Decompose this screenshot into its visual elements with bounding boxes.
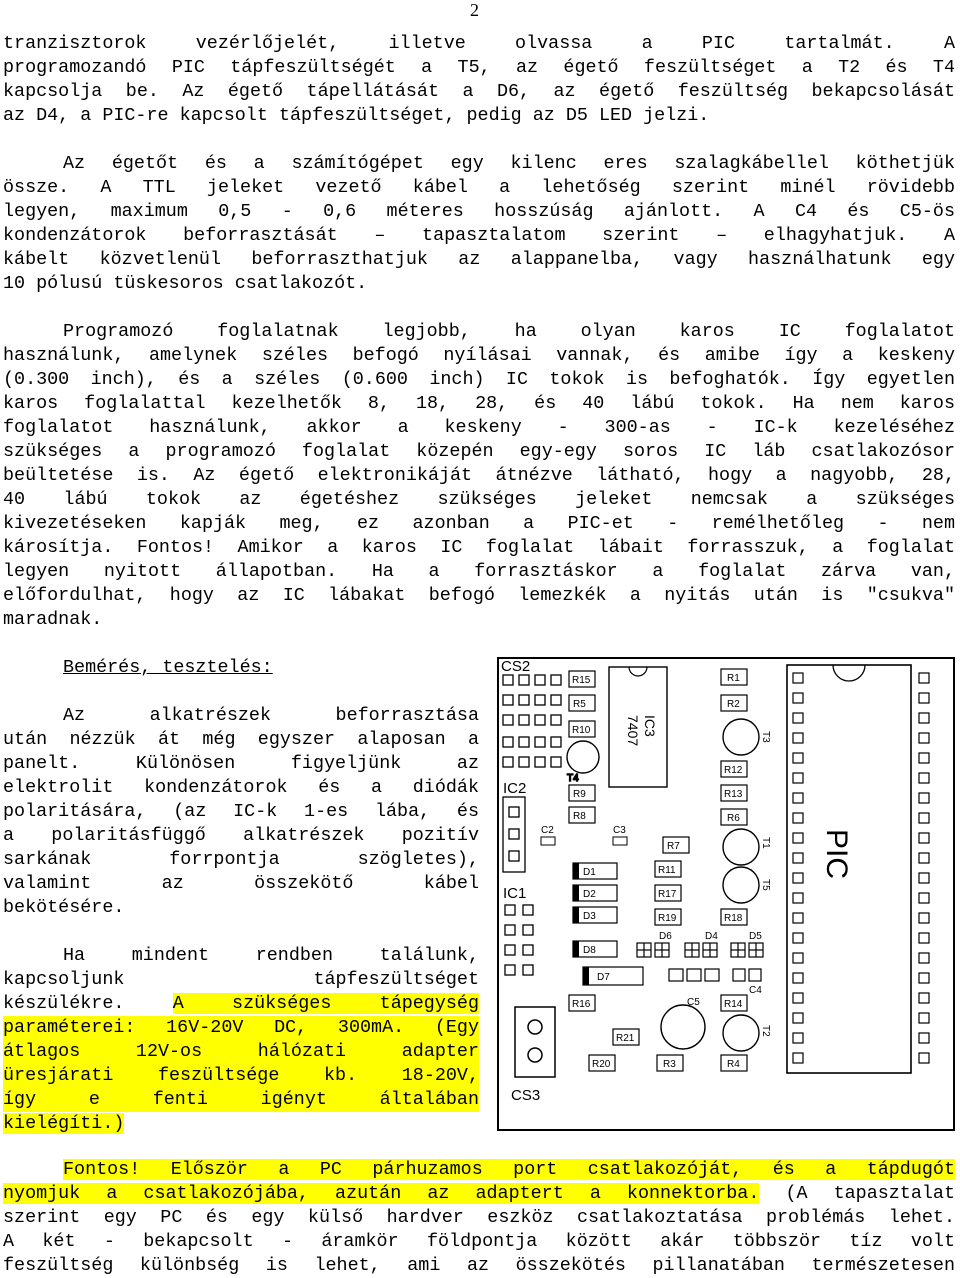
resistor bbox=[721, 809, 747, 825]
svg-text:C3: C3 bbox=[613, 825, 626, 836]
svg-text:T4: T4 bbox=[567, 773, 579, 784]
resistor bbox=[721, 1055, 747, 1071]
text-line: össze. A TTL jeleket vezető kábel a lehetőség szerint minél rövidebb bbox=[3, 177, 955, 198]
svg-text:R2: R2 bbox=[727, 699, 740, 710]
text-line: után nézzük át még egyszer alaposan a bbox=[3, 729, 479, 750]
svg-text:C4: C4 bbox=[749, 985, 762, 996]
svg-text:T1: T1 bbox=[760, 837, 771, 849]
resistor bbox=[569, 721, 595, 737]
text-line: beültetése is. Az égető elektronikáját átnézve látható, hogy a nagyobb, 28, bbox=[3, 465, 955, 486]
svg-text:R8: R8 bbox=[573, 811, 586, 822]
text-line: 40 lábú tokok az égetéshez szükséges jeleket nemcsak a szükséges bbox=[3, 489, 955, 510]
text-line: elektrolit kondenzátorok és a diódák bbox=[3, 777, 479, 798]
pic-label: PIC bbox=[820, 829, 853, 880]
svg-text:C5: C5 bbox=[687, 997, 700, 1008]
text-line: előfordulhat, hogy az IC lábakat befogó lemezkék a nyitás után is "csukva" bbox=[3, 585, 955, 606]
svg-text:R1: R1 bbox=[727, 673, 740, 684]
svg-text:D6: D6 bbox=[659, 931, 672, 942]
text-line: kapcsolja be. Az égető tápellátását a D6, az égető feszültség bekapcsolását bbox=[3, 81, 955, 102]
svg-text:D2: D2 bbox=[583, 889, 596, 900]
ic3-7407 bbox=[609, 667, 667, 787]
section-heading: Bemérés, tesztelés: bbox=[63, 657, 273, 678]
diode bbox=[573, 885, 617, 901]
text-line: használunk, amelynek széles befogó nyílásai vannak, és amibe így a keskeny bbox=[3, 345, 955, 366]
resistor bbox=[721, 761, 747, 777]
highlighted-line: paraméterei: 16V-20V DC, 300mA. (Egy bbox=[3, 1017, 479, 1038]
svg-text:R4: R4 bbox=[727, 1059, 740, 1070]
svg-text:R16: R16 bbox=[572, 999, 591, 1010]
svg-text:T5: T5 bbox=[760, 879, 771, 891]
resistor bbox=[721, 695, 747, 711]
svg-text:R12: R12 bbox=[724, 765, 743, 776]
paragraph-4 bbox=[3, 1158, 955, 1278]
svg-text:D4: D4 bbox=[705, 931, 718, 942]
svg-text:R5: R5 bbox=[573, 699, 586, 710]
svg-text:D8: D8 bbox=[583, 945, 596, 956]
connector-label: IC2 bbox=[503, 780, 527, 797]
text-line: 10 pólusú tüskesoros csatlakozót. bbox=[3, 273, 368, 294]
connector-label: CS2 bbox=[501, 658, 531, 675]
svg-text:7407: 7407 bbox=[625, 715, 641, 747]
connector-label: CS3 bbox=[511, 1087, 541, 1104]
text-line: kapcsoljunk tápfeszültséget bbox=[3, 969, 479, 990]
svg-text:R11: R11 bbox=[658, 865, 676, 876]
resistor bbox=[589, 1055, 615, 1071]
highlighted-text: A szükséges tápegység bbox=[172, 993, 479, 1014]
text-line: legyen, maximum 0,5 - 0,6 méteres hosszúság ajánlott. A C4 és C5-ös bbox=[3, 201, 955, 222]
text-line: kábelt közvetlenül beforraszthatjuk az alappanelba, vagy használhatunk egy bbox=[3, 249, 955, 270]
text-line: legyen nyitott állapotban. Ha a forrasztáskor a foglalat zárva van, bbox=[3, 561, 955, 582]
text-line: a polaritásfüggő alkatrészek pozitív bbox=[3, 825, 479, 846]
page-number: 2 bbox=[470, 0, 479, 20]
text-line bbox=[3, 992, 479, 1016]
diode bbox=[583, 967, 643, 985]
resistor bbox=[613, 1029, 639, 1045]
resistor bbox=[663, 837, 689, 853]
resistor bbox=[569, 785, 595, 801]
text-line: kivezetéseken kapják meg, ez azonban a PIC-et - remélhetőleg - nem bbox=[3, 513, 955, 534]
text-line: panelt. Különösen figyeljünk az bbox=[3, 753, 479, 774]
text-span: készülékre. bbox=[3, 993, 125, 1014]
svg-text:R21: R21 bbox=[616, 1033, 635, 1044]
text-line: maradnak. bbox=[3, 609, 103, 630]
svg-text:D3: D3 bbox=[583, 911, 596, 922]
svg-text:R14: R14 bbox=[724, 999, 743, 1010]
paragraph-2 bbox=[3, 152, 955, 296]
text-line: sarkának forrpontja szögletes), bbox=[3, 849, 479, 870]
svg-text:IC3: IC3 bbox=[642, 715, 658, 737]
resistor bbox=[569, 695, 595, 711]
svg-text:D5: D5 bbox=[749, 931, 762, 942]
diode bbox=[573, 907, 617, 923]
resistor bbox=[569, 995, 595, 1011]
highlighted-text: kielégíti.) bbox=[3, 1113, 125, 1134]
text-line: programozandó PIC tápfeszültségét a T5, az égető feszültséget a T2 és T4 bbox=[3, 57, 955, 78]
column-paragraph-2 bbox=[3, 944, 479, 1136]
text-line: kondenzátorok beforrasztását – tapasztalatom szerint – elhagyhatjuk. A bbox=[3, 225, 955, 246]
text-line: valamint az összekötő kábel bbox=[3, 873, 479, 894]
svg-text:R20: R20 bbox=[592, 1059, 611, 1070]
svg-text:R17: R17 bbox=[658, 889, 677, 900]
resistor bbox=[569, 671, 595, 687]
highlighted-line: átlagos 12V-os hálózati adapter bbox=[3, 1041, 479, 1062]
text-line: szükséges a programozó foglalat közepén egy-egy soros IC láb csatlakozósor bbox=[3, 441, 955, 462]
text-line: az D4, a PIC-re kapcsolt tápfeszültséget, pedig az D5 LED jelzi. bbox=[3, 105, 710, 126]
text-line: károsítja. Fontos! Amikor a karos IC foglalat lábait forrasszuk, a foglalat bbox=[3, 537, 955, 558]
svg-text:C2: C2 bbox=[541, 825, 554, 836]
svg-text:R7: R7 bbox=[667, 841, 680, 852]
text-line: A két - bekapcsolt - áramkör földpontja között akár többször tíz volt bbox=[3, 1231, 955, 1252]
resistor bbox=[721, 909, 747, 925]
pcb-layout-diagram bbox=[497, 657, 955, 1131]
text-line: polaritására, (az IC-k 1-es lába, és bbox=[3, 801, 479, 822]
highlighted-line: üresjárati feszültsége kb. 18-20V, bbox=[3, 1065, 479, 1086]
paragraph-1 bbox=[3, 32, 955, 128]
svg-text:T2: T2 bbox=[760, 1025, 771, 1037]
highlighted-text: Fontos! Először a PC párhuzamos port csatlakozóját, és a tápdugót bbox=[63, 1159, 955, 1180]
text-line: karos foglalattal kezelhetők 8, 18, 28, és 40 lábú tokok. Ha nem karos bbox=[3, 393, 955, 414]
svg-text:D1: D1 bbox=[583, 867, 596, 878]
resistor bbox=[655, 909, 681, 925]
svg-text:R10: R10 bbox=[572, 725, 591, 736]
text-line: foglalatot használunk, akkor a keskeny - 300-as - IC-k kezeléséhez bbox=[3, 417, 955, 438]
text-line: bekötésére. bbox=[3, 897, 125, 918]
text-line: szerint egy PC és egy külső hardver eszköz csatlakoztatása problémás lehet. bbox=[3, 1207, 955, 1228]
resistor bbox=[721, 995, 747, 1011]
resistor bbox=[569, 807, 595, 823]
highlighted-text: nyomjuk a csatlakozójába, azután az adaptert a konnektorba. bbox=[3, 1183, 760, 1204]
text-line: feszültség különbség is lehet, ami az összekötés pillanatában természetesen bbox=[3, 1255, 955, 1276]
resistor bbox=[721, 785, 747, 801]
svg-text:D7: D7 bbox=[597, 972, 610, 983]
paragraph-3 bbox=[3, 320, 955, 632]
text-line: (0.300 inch), és a széles (0.600 inch) IC tokok is befoghatók. Így egyetlen bbox=[3, 369, 955, 390]
resistor bbox=[655, 885, 681, 901]
text-line bbox=[3, 1158, 955, 1182]
highlighted-line: így e fenti igényt általában bbox=[3, 1089, 479, 1110]
resistor bbox=[721, 669, 747, 685]
text-line: Ha mindent rendben találunk, bbox=[63, 945, 479, 966]
text-line: tranzisztorok vezérlőjelét, illetve olvassa a PIC tartalmát. A bbox=[3, 33, 955, 54]
diode bbox=[573, 941, 617, 957]
svg-text:R3: R3 bbox=[663, 1059, 676, 1070]
svg-text:R19: R19 bbox=[658, 913, 677, 924]
text-line bbox=[3, 1112, 479, 1136]
text-line: Az égetőt és a számítógépet egy kilenc eres szalagkábellel köthetjük bbox=[63, 153, 955, 174]
resistor bbox=[657, 1055, 683, 1071]
text-line bbox=[3, 1182, 955, 1206]
text-span: (A tapasztalat bbox=[785, 1183, 955, 1204]
resistor bbox=[655, 861, 681, 877]
text-line: Az alkatrészek beforrasztása bbox=[63, 705, 479, 726]
diode bbox=[573, 863, 617, 879]
svg-text:R6: R6 bbox=[727, 813, 740, 824]
svg-text:R15: R15 bbox=[572, 675, 591, 686]
column-paragraph-1 bbox=[3, 704, 479, 920]
connector-label: IC1 bbox=[503, 885, 527, 902]
svg-text:R13: R13 bbox=[724, 789, 743, 800]
svg-text:R18: R18 bbox=[724, 913, 743, 924]
svg-text:T3: T3 bbox=[760, 731, 771, 743]
text-line: Programozó foglalatnak legjobb, ha olyan karos IC foglalatot bbox=[63, 321, 955, 342]
svg-text:R9: R9 bbox=[573, 789, 586, 800]
